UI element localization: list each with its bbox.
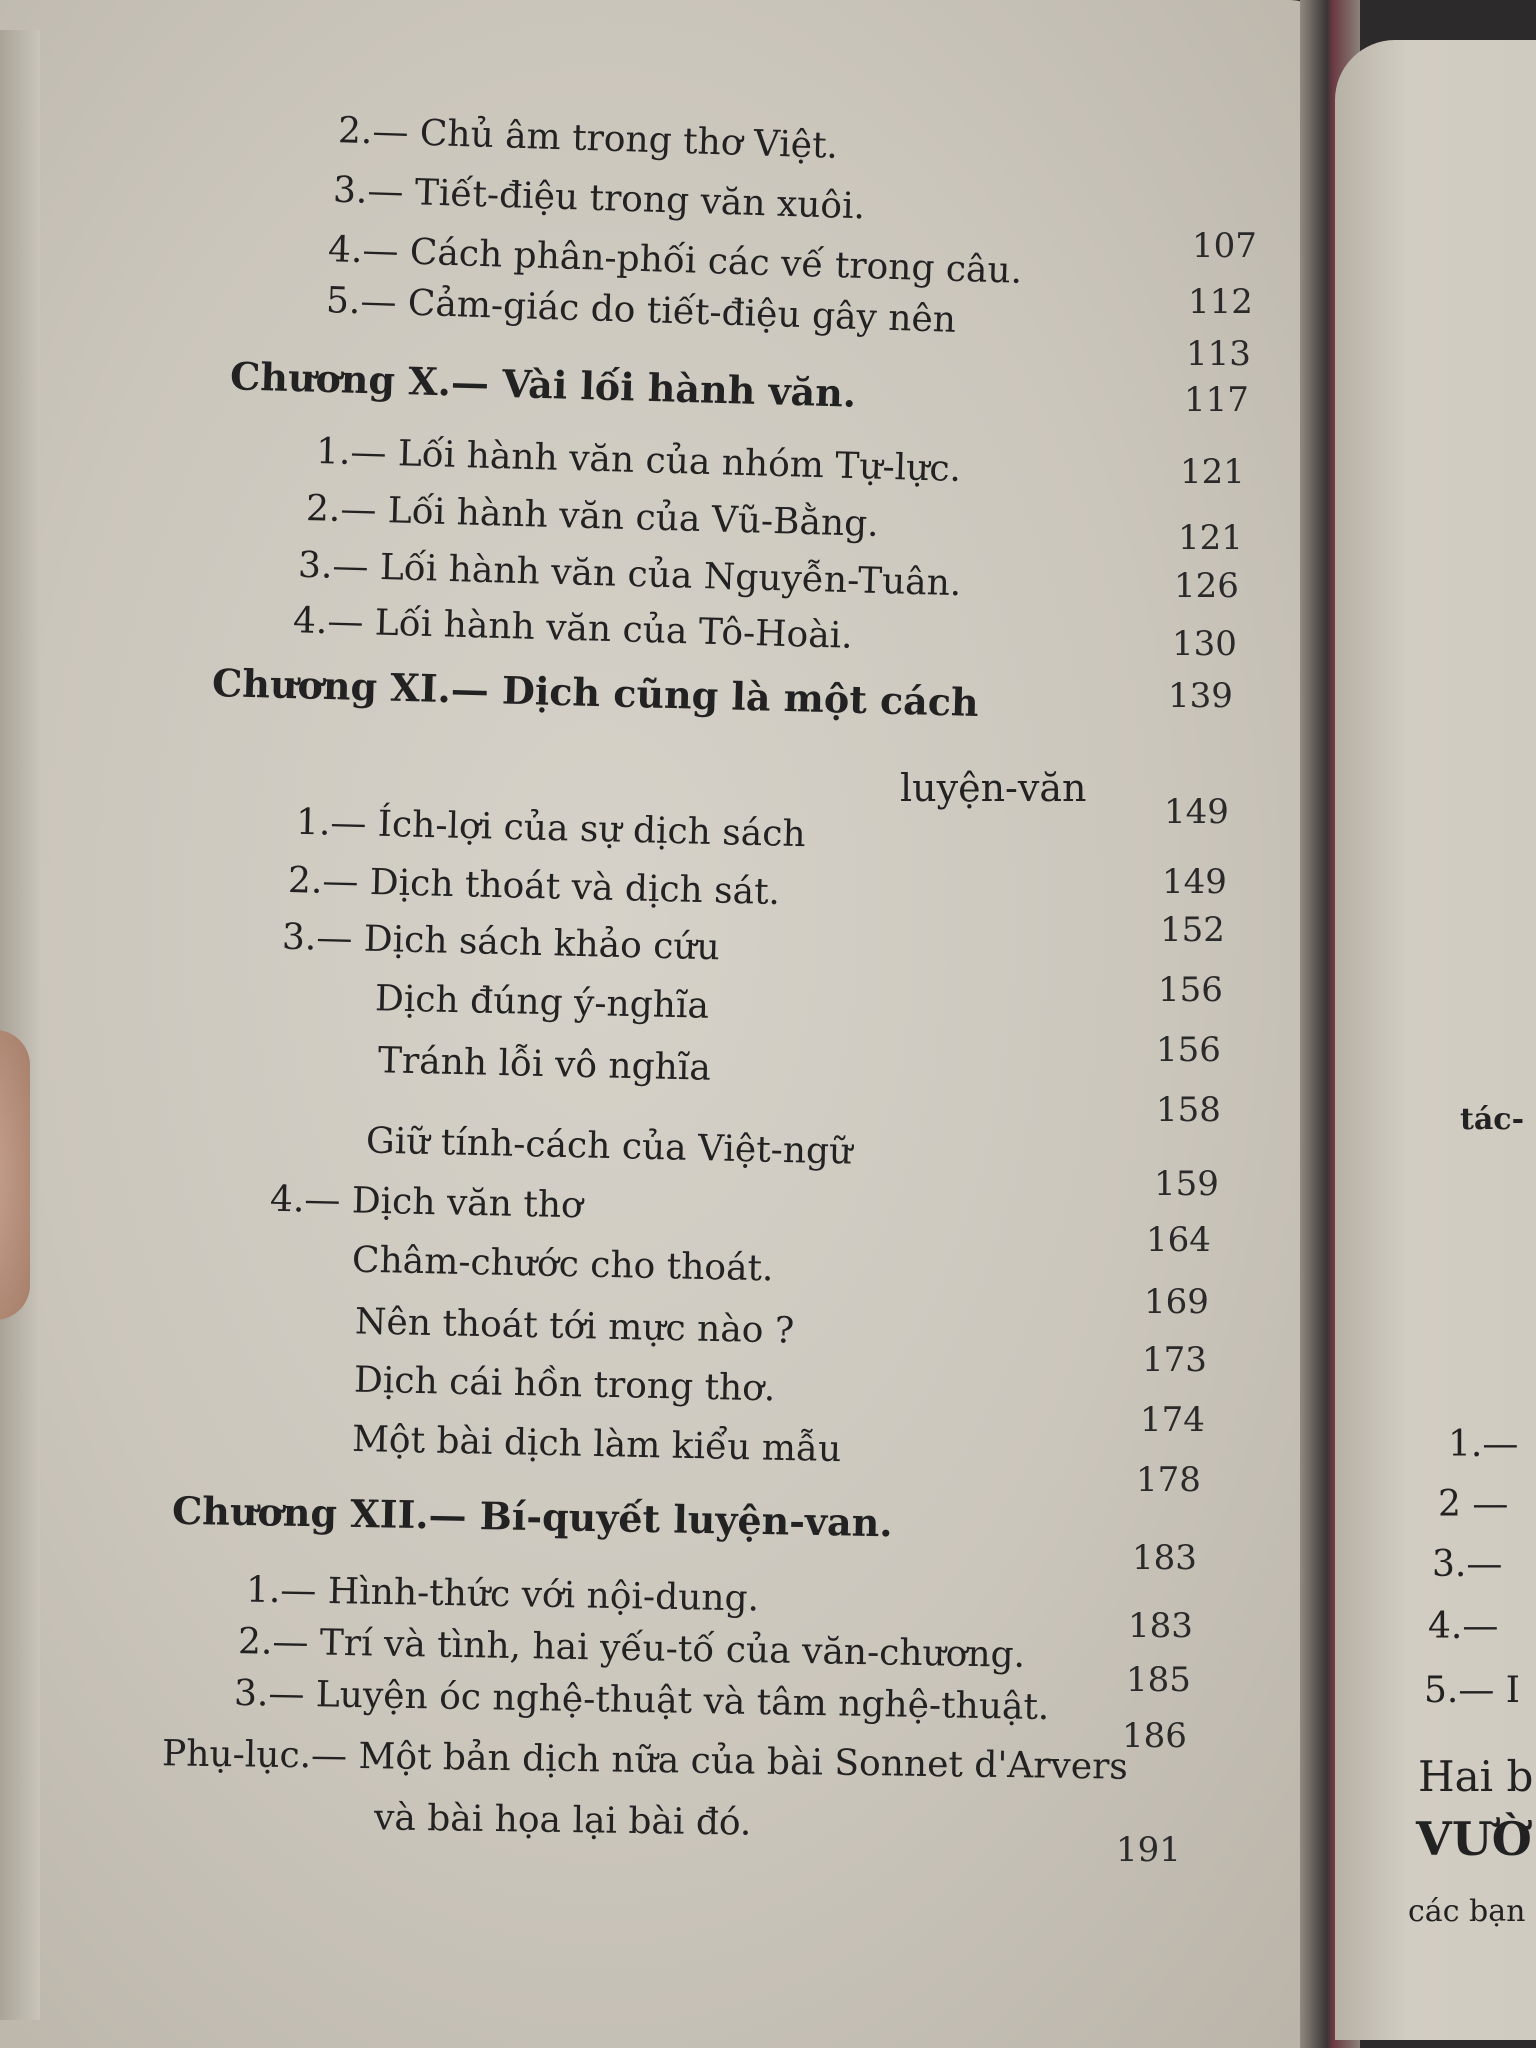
page-number: 169 xyxy=(1144,1282,1209,1322)
right-page-fragment: 1.— xyxy=(1448,1424,1519,1465)
toc-entry: 1.— Hình-thức với nội-dung. xyxy=(245,1569,760,1620)
page-number: 149 xyxy=(1164,792,1229,832)
right-page-fragment: 4.— xyxy=(1428,1606,1499,1647)
page-number: 130 xyxy=(1172,624,1237,664)
toc-entry: 3.— Luyện óc nghệ-thuật và tâm nghệ-thuật. xyxy=(233,1672,1050,1729)
page-number: 178 xyxy=(1136,1460,1201,1500)
page-number: 107 xyxy=(1192,226,1257,266)
page-number: 156 xyxy=(1158,970,1223,1010)
right-page-fragment: 2 — xyxy=(1438,1484,1509,1525)
page-number: 158 xyxy=(1156,1090,1221,1130)
right-page xyxy=(1335,40,1536,2040)
page-number: 159 xyxy=(1154,1164,1219,1204)
page-number: 126 xyxy=(1174,566,1239,606)
toc-entry: Giữ tính-cách của Việt-ngữ xyxy=(365,1120,853,1173)
page-number: 112 xyxy=(1188,282,1253,322)
toc-entry: 4.— Cách phân-phối các vế trong câu. xyxy=(327,229,1023,292)
toc-entry: Châm-chước cho thoát. xyxy=(351,1239,774,1290)
toc-entry: 2.— Lối hành văn của Vũ-Bằng. xyxy=(305,488,880,545)
right-page-fragment: Hai b xyxy=(1418,1752,1534,1801)
toc-entry: 1.— Lối hành văn của nhóm Tự-lực. xyxy=(315,431,962,490)
toc-entry: 3.— Lối hành văn của Nguyễn-Tuân. xyxy=(297,544,962,605)
page-number: 156 xyxy=(1156,1030,1221,1070)
appendix-entry: Phụ-lục.— Một bản dịch nữa của bài Sonnet d'Arvers xyxy=(161,1733,1129,1788)
page-number: 164 xyxy=(1146,1220,1211,1260)
page-number: 113 xyxy=(1186,334,1251,374)
toc-entry: 4.— Lối hành văn của Tô-Hoài. xyxy=(292,600,854,657)
page-number: 121 xyxy=(1178,518,1243,558)
right-page-fragment: 3.— xyxy=(1432,1544,1503,1585)
toc-entry: và bài họa lại bài đó. xyxy=(373,1797,752,1844)
page-number: 121 xyxy=(1180,452,1245,492)
right-page-fragment: các bạn xyxy=(1408,1894,1526,1929)
toc-entry: Một bài dịch làm kiểu mẫu xyxy=(351,1418,842,1471)
toc-entry: 3.— Tiết-điệu trong văn xuôi. xyxy=(332,169,866,228)
page-number: 191 xyxy=(1116,1830,1181,1870)
toc-entry: 4.— Dịch văn thơ xyxy=(269,1178,584,1227)
right-page-fragment: VƯỜ xyxy=(1416,1812,1532,1866)
page-number: 117 xyxy=(1184,380,1249,420)
page-number: 183 xyxy=(1128,1606,1193,1646)
toc-entry: 5.— Cảm-giác do tiết-điệu gây nên xyxy=(325,280,957,341)
chapter-heading-cont: luyện-văn xyxy=(900,766,1087,810)
toc-entry: 2.— Chủ âm trong thơ Việt. xyxy=(337,110,839,167)
right-page-fragment: tác- xyxy=(1460,1102,1525,1137)
chapter-heading: Chương XII.— Bí-quyết luyện-van. xyxy=(171,1487,893,1546)
toc-entry: Nên thoát tới mực nào ? xyxy=(354,1301,795,1352)
chapter-heading: Chương XI.— Dịch cũng là một cách xyxy=(211,659,980,726)
chapter-heading: Chương X.— Vài lối hành văn. xyxy=(229,353,857,416)
toc-entry: 2.— Trí và tình, hai yếu-tố của văn-chương. xyxy=(237,1621,1026,1676)
toc-entry: 1.— Ích-lợi của sự dịch sách xyxy=(295,801,807,856)
toc-entry: Tránh lỗi vô nghĩa xyxy=(377,1040,712,1089)
toc-entry: Dịch cái hồn trong thơ. xyxy=(353,1359,776,1410)
page-number: 185 xyxy=(1126,1660,1191,1700)
toc-entry: 3.— Dịch sách khảo cứu xyxy=(281,916,721,969)
page-number: 139 xyxy=(1168,676,1233,716)
toc-entry: 2.— Dịch thoát và dịch sát. xyxy=(287,859,781,914)
page-number: 186 xyxy=(1122,1716,1187,1756)
page-number: 173 xyxy=(1142,1340,1207,1380)
page-number: 174 xyxy=(1140,1400,1205,1440)
toc-entry: Dịch đúng ý-nghĩa xyxy=(374,978,710,1027)
right-page-fragment: 5.— I xyxy=(1424,1670,1521,1711)
page-number: 183 xyxy=(1132,1538,1197,1578)
page-number: 152 xyxy=(1160,910,1225,950)
page-number: 149 xyxy=(1162,862,1227,902)
